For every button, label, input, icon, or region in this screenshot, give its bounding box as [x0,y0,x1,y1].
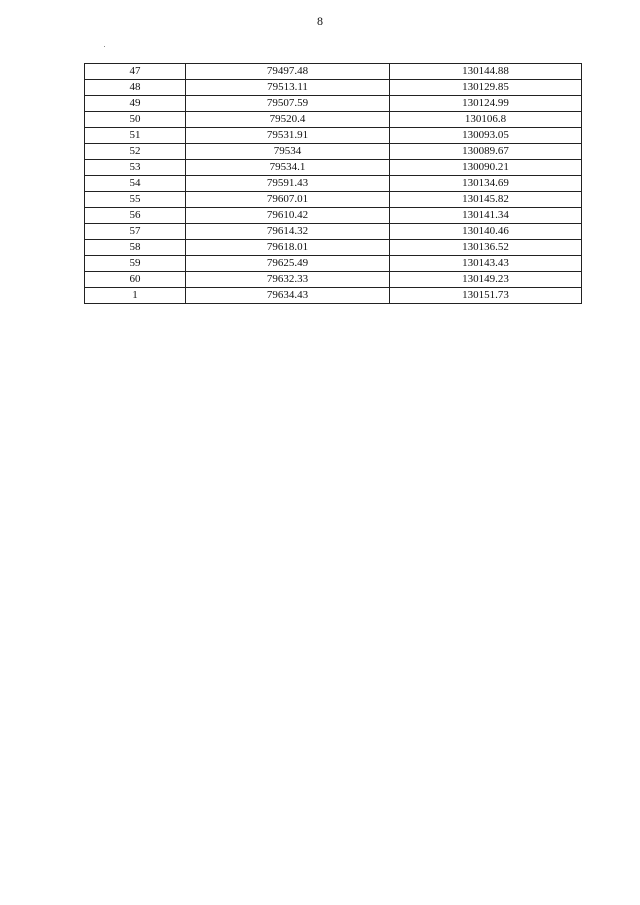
table-row [85,96,582,112]
table-row [85,192,582,208]
x-coordinate-cell: 79507.59 [186,96,390,112]
x-coordinate-cell: 79513.11 [186,80,390,96]
point-number-cell: 58 [85,240,186,256]
point-number-cell: 53 [85,160,186,176]
point-number-cell: 55 [85,192,186,208]
y-coordinate-cell: 130134.69 [390,176,582,192]
table-row [85,112,582,128]
coordinates-table [84,63,582,304]
x-coordinate-cell: 79607.01 [186,192,390,208]
y-coordinate-cell: 130090.21 [390,160,582,176]
stray-mark [104,46,105,47]
table-row [85,240,582,256]
table-row [85,176,582,192]
table-row [85,128,582,144]
y-coordinate-cell: 130143.43 [390,256,582,272]
table-row [85,64,582,80]
table-row [85,80,582,96]
y-coordinate-cell: 130089.67 [390,144,582,160]
point-number-cell: 54 [85,176,186,192]
y-coordinate-cell: 130106.8 [390,112,582,128]
point-number-cell: 50 [85,112,186,128]
table-row [85,256,582,272]
x-coordinate-cell: 79618.01 [186,240,390,256]
x-coordinate-cell: 79531.91 [186,128,390,144]
point-number-cell: 51 [85,128,186,144]
point-number-cell: 49 [85,96,186,112]
x-coordinate-cell: 79534.1 [186,160,390,176]
table-row [85,144,582,160]
y-coordinate-cell: 130151.73 [390,288,582,304]
y-coordinate-cell: 130136.52 [390,240,582,256]
page-number: 8 [317,14,323,28]
table-row [85,288,582,304]
table-row [85,208,582,224]
x-coordinate-cell: 79534 [186,144,390,160]
y-coordinate-cell: 130144.88 [390,64,582,80]
x-coordinate-cell: 79614.32 [186,224,390,240]
point-number-cell: 59 [85,256,186,272]
x-coordinate-cell: 79632.33 [186,272,390,288]
table-row [85,160,582,176]
y-coordinate-cell: 130145.82 [390,192,582,208]
x-coordinate-cell: 79610.42 [186,208,390,224]
table-row [85,224,582,240]
point-number-cell: 56 [85,208,186,224]
table-row [85,272,582,288]
point-number-cell: 1 [85,288,186,304]
y-coordinate-cell: 130124.99 [390,96,582,112]
x-coordinate-cell: 79634.43 [186,288,390,304]
point-number-cell: 57 [85,224,186,240]
y-coordinate-cell: 130140.46 [390,224,582,240]
point-number-cell: 48 [85,80,186,96]
y-coordinate-cell: 130129.85 [390,80,582,96]
y-coordinate-cell: 130093.05 [390,128,582,144]
x-coordinate-cell: 79625.49 [186,256,390,272]
point-number-cell: 60 [85,272,186,288]
point-number-cell: 47 [85,64,186,80]
y-coordinate-cell: 130149.23 [390,272,582,288]
x-coordinate-cell: 79520.4 [186,112,390,128]
point-number-cell: 52 [85,144,186,160]
x-coordinate-cell: 79591.43 [186,176,390,192]
x-coordinate-cell: 79497.48 [186,64,390,80]
y-coordinate-cell: 130141.34 [390,208,582,224]
